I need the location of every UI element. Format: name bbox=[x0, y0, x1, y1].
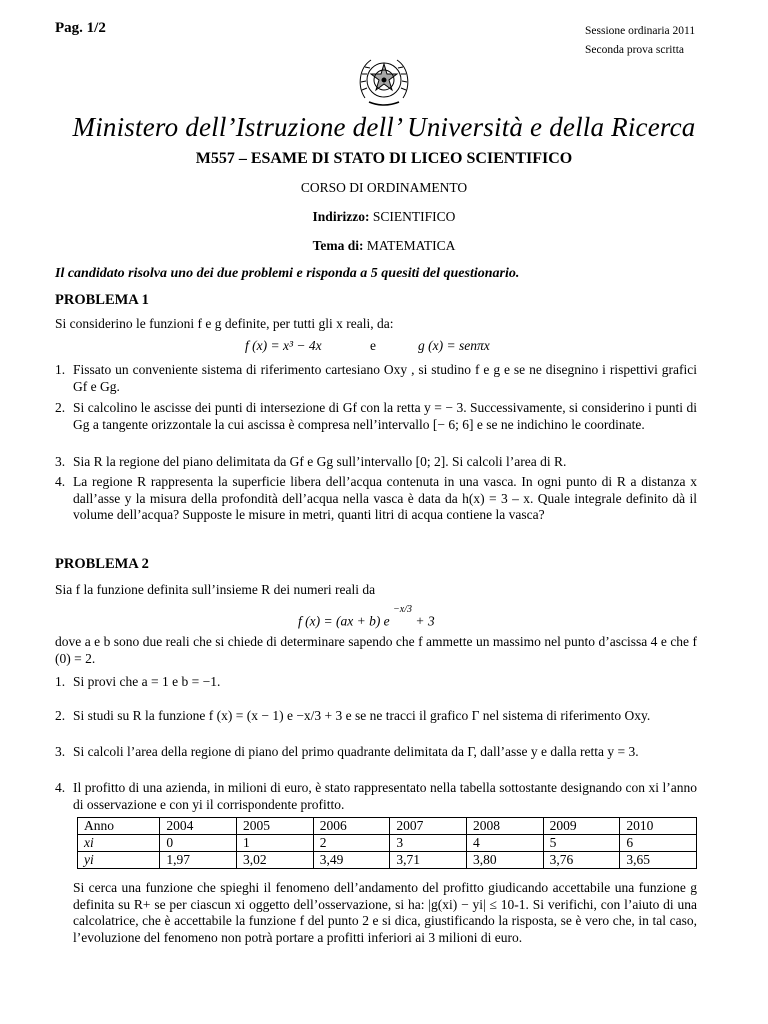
problema-2-item: 2. Si studi su R la funzione f (x) = (x − 1) e −x/3 + 3 e se ne tracci il grafico Γ nel sistema di riferimento Oxy. bbox=[55, 708, 651, 723]
indirizzo-line bbox=[0, 209, 768, 225]
problema-2-closing: Si cerca una funzione che spieghi il fenomeno dell’andamento del profitto giudicando accettabile una funzione g definita su R+ se per ciascun xi oggetto dell’osservazione, si ha: |g(xi) − yi| ≤ 10-1. Si verifichi, con l’aiuto di una calcolatrice, che è accettabile la funzione f del punto 2 e si dica, giustificando la risposta, se è vero che, in tal caso, l’evoluzione del fenomeno non potrà portare a profitti inferiori ai 3 milioni di euro. bbox=[73, 880, 697, 945]
problema-2-title: PROBLEMA 2 bbox=[55, 556, 149, 572]
problema-2-formula: f (x) = (ax + b) e $^{-x/3}$ + 3 bbox=[298, 604, 435, 629]
session-label: Sessione ordinaria 2011 bbox=[585, 25, 696, 37]
formula-g: g (x) = senπx bbox=[418, 338, 490, 353]
problema-2-lead: Sia f la funzione definita sull’insieme R dei numeri reali da bbox=[55, 582, 376, 597]
problema-2-item: 4. Il profitto di una azienda, in milioni di euro, è stato rappresentato nella tabella sottostante designando con xi l’anno di osservazione e con yi il corrispondente profitto. bbox=[55, 780, 697, 812]
problema-2-conditions: dove a e b sono due reali che si chiede di determinare sapendo che f ammette un massimo nel punto d’ascissa 4 e che f (0) = 2. bbox=[55, 634, 697, 666]
page-number: Pag. 1/2 bbox=[55, 20, 106, 36]
table-row: Anno 2004 2005 2006 2007 2008 2009 2010 bbox=[78, 818, 697, 835]
exam-title: M557 – ESAME DI STATO DI LICEO SCIENTIFICO bbox=[195, 150, 573, 167]
problema-1-item: 4. La regione R rappresenta la superficie libera dell’acqua contenuta in una vasca. In ogni punto di R a distanza x dall’asse y la misura della profondità dell’acqua nella vasca è data da h(x) = 3 – x. Quale integrale definito dà il volume dell’acqua? Supposte le misure in metri, quanti litri di acqua contiene la vasca? bbox=[55, 474, 697, 522]
formula-and: e bbox=[370, 338, 376, 353]
table-row: yi 1,97 3,02 3,49 3,71 3,80 3,76 3,65 bbox=[78, 852, 697, 869]
tema-line bbox=[0, 238, 768, 254]
test-label: Seconda prova scritta bbox=[585, 44, 684, 56]
problema-1-item: 1. Fissato un conveniente sistema di riferimento cartesiano Oxy , si studino f e g e se ne disegnino i rispettivi grafici Gf e Gg. bbox=[55, 362, 697, 394]
profit-table bbox=[77, 817, 697, 869]
problema-1-item: 3. Sia R la regione del piano delimitata da Gf e Gg sull’intervallo [0; 2]. Si calcoli l’area di R. bbox=[55, 454, 567, 469]
session-info bbox=[585, 22, 695, 60]
republic-emblem-icon bbox=[355, 50, 413, 110]
indirizzo-label: Indirizzo: bbox=[312, 209, 370, 224]
problema-2-item: 1. Si provi che a = 1 e b = −1. bbox=[55, 674, 221, 689]
formula-exponent: −x/3 bbox=[393, 604, 413, 615]
tema-label: Tema di: bbox=[312, 238, 364, 253]
problema-2-item: 3. Si calcoli l’area della regione di piano del primo quadrante delimitata da Γ, dall’asse y e dalla retta y = 3. bbox=[55, 744, 639, 759]
ministry-title: Ministero dell’Istruzione dell’ Università e della Ricerca bbox=[72, 112, 696, 142]
problema-1-item: 2. Si calcolino le ascisse dei punti di intersezione di Gf con la retta y = − 3. Successivamente, si considerino i punti di Gg a tangente orizzontale la cui ascissa è compresa nell’intervallo [− 6; 6] e se ne indichino le coordinate. bbox=[55, 400, 697, 432]
problema-1-lead: Si considerino le funzioni f e g definite, per tutti gli x reali, da: bbox=[55, 316, 394, 331]
tema-value: MATEMATICA bbox=[366, 238, 456, 253]
table-row: xi 0 1 2 3 4 5 6 bbox=[78, 835, 697, 852]
course-label: CORSO DI ORDINAMENTO bbox=[300, 180, 468, 195]
indirizzo-value: SCIENTIFICO bbox=[372, 209, 456, 224]
problema-1-title: PROBLEMA 1 bbox=[55, 292, 149, 308]
instructions: Il candidato risolva uno dei due problemi e risponda a 5 quesiti del questionario. bbox=[55, 266, 520, 281]
formula-f: f (x) = x³ − 4x bbox=[245, 338, 322, 353]
